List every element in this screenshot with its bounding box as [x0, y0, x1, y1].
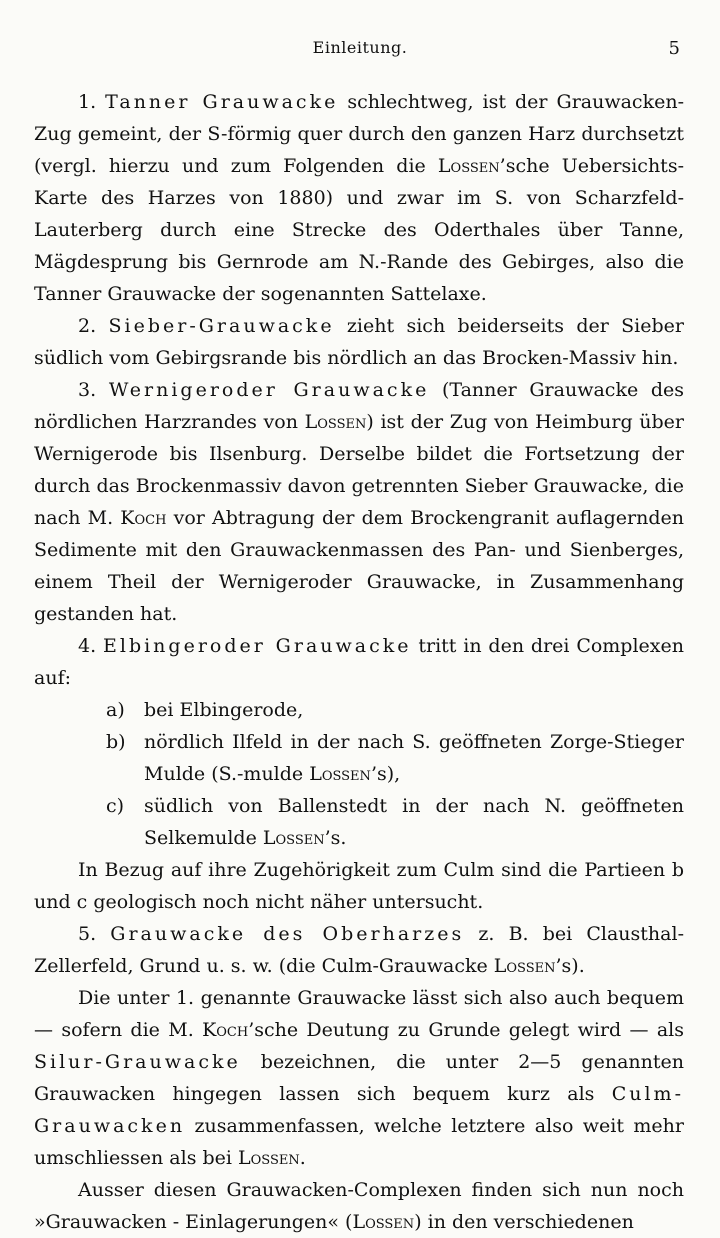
spaced-term: Tanner Grauwacke: [105, 91, 339, 113]
author-koch: Koch: [202, 1019, 249, 1041]
spaced-term: Sieber-Grauwacke: [108, 315, 335, 337]
text-run: ’sche Uebersichts-Karte des Harzes von 1880) und zwar im S. von Scharzfeld-Lauterberg durch eine Strecke des Oderthales über Tanne, Mägdesprung bis Gernrode am N.-Rande des Gebirges, also die Tanner Grauwacke der sogenannten Sattelaxe.: [34, 155, 684, 305]
text-run: Die unter 1. genannte Grauwacke lässt sich also auch bequem — sofern die M.: [34, 987, 684, 1041]
page-number: 5: [668, 38, 680, 59]
text-run: ) in den verschiedenen: [414, 1211, 634, 1233]
paragraph-4b: In Bezug auf ihre Zugehörigkeit zum Culm sind die Partieen b und c geologisch noch nicht näher untersucht.: [34, 859, 684, 913]
text-run: bezeichnen, die unter 2—5 genannten Grauwacken hingegen lassen sich bequem kurz als: [34, 1051, 684, 1105]
text-run: zieht sich beiderseits der Sieber südlich vom Gebirgsrande bis nördlich an das Brocken-Massiv hin.: [34, 315, 684, 369]
author-lossen: Lossen: [304, 411, 367, 433]
author-lossen: Lossen: [352, 1211, 415, 1233]
text-run: .: [299, 1147, 306, 1169]
author-lossen: Lossen: [437, 155, 500, 177]
running-header: [0, 38, 720, 68]
list-text: ’s.: [324, 827, 347, 849]
list-label: a): [106, 699, 125, 721]
item-number: 4.: [78, 635, 97, 657]
paragraph-3: [34, 374, 684, 630]
paragraph-6: [34, 982, 684, 1174]
spaced-term: Elbingeroder Grauwacke: [103, 635, 412, 657]
paragraph-4: [34, 630, 684, 694]
author-lossen: Lossen: [262, 827, 325, 849]
paragraph-1: [34, 86, 684, 310]
list-text: nördlich Ilfeld in der nach S. geöffneten Zorge-Stieger Mulde (S.-mulde: [144, 731, 684, 785]
author-lossen: Lossen: [309, 763, 371, 785]
item-number: 2.: [78, 315, 97, 337]
page-body: [34, 86, 684, 1238]
text-run: z. B. bei Clausthal-Zellerfeld, Grund u. s. w. (die Culm-Grauwacke: [34, 923, 684, 977]
list-text: bei Elbingerode,: [144, 699, 304, 721]
paragraph-7: [34, 1174, 684, 1238]
text-run: ’s).: [555, 955, 585, 977]
item-number: 5.: [78, 923, 97, 945]
author-lossen: Lossen: [238, 1147, 300, 1169]
text-run: Ausser diesen Grauwacken-Complexen finden sich nun noch »Grauwacken - Einlagerungen« (: [34, 1179, 684, 1233]
spaced-term: Grauwacke des Oberharzes: [110, 923, 465, 945]
paragraph-2: [34, 310, 684, 374]
list-item-a: [34, 694, 684, 726]
text-run: ’sche Deutung zu Grunde gelegt wird — als: [248, 1019, 685, 1041]
text-run: schlechtweg, ist der Grauwacken-Zug gemeint, der S-förmig quer durch den ganzen Harz durchsetzt (vergl. hierzu und zum Folgenden die: [34, 91, 684, 177]
text-run: tritt in den drei Complexen auf:: [34, 635, 684, 689]
list-text: ’s),: [370, 763, 401, 785]
spaced-term: Culm-Grauwacken: [34, 1083, 684, 1137]
text-run: (Tanner Grauwacke des nördlichen Harzrandes von: [34, 379, 685, 433]
item-number: 1.: [78, 91, 97, 113]
running-title: Einleitung.: [312, 38, 408, 57]
author-lossen: Lossen: [493, 955, 556, 977]
author-koch: Koch: [120, 507, 167, 529]
list-label: c): [106, 795, 125, 817]
list-item-c: [34, 790, 684, 854]
spaced-term: Wernigeroder Grauwacke: [108, 379, 430, 401]
text-run: vor Abtragung der dem Brockengranit auflagernden Sedimente mit den Grauwackenmassen des Pan- und Sienberges, einem Theil der Wernigeroder Grauwacke, in Zusammenhang gestanden hat.: [34, 507, 684, 625]
text-run: zusammenfassen, welche letztere also weit mehr umschliessen als bei: [34, 1115, 684, 1169]
list-text: südlich von Ballenstedt in der nach N. geöffneten Selkemulde: [144, 795, 684, 849]
spaced-term: Silur-Grauwacke: [34, 1051, 241, 1073]
item-number: 3.: [78, 379, 97, 401]
paragraph-5: [34, 918, 684, 982]
text-run: ) ist der Zug von Heimburg über Wernigerode bis Ilsenburg. Derselbe bildet die Fortsetzung der durch das Brockenmassiv davon getrennten Sieber Grauwacke, die nach M.: [34, 411, 685, 529]
list-label: b): [106, 731, 126, 753]
list-item-b: [34, 726, 684, 790]
